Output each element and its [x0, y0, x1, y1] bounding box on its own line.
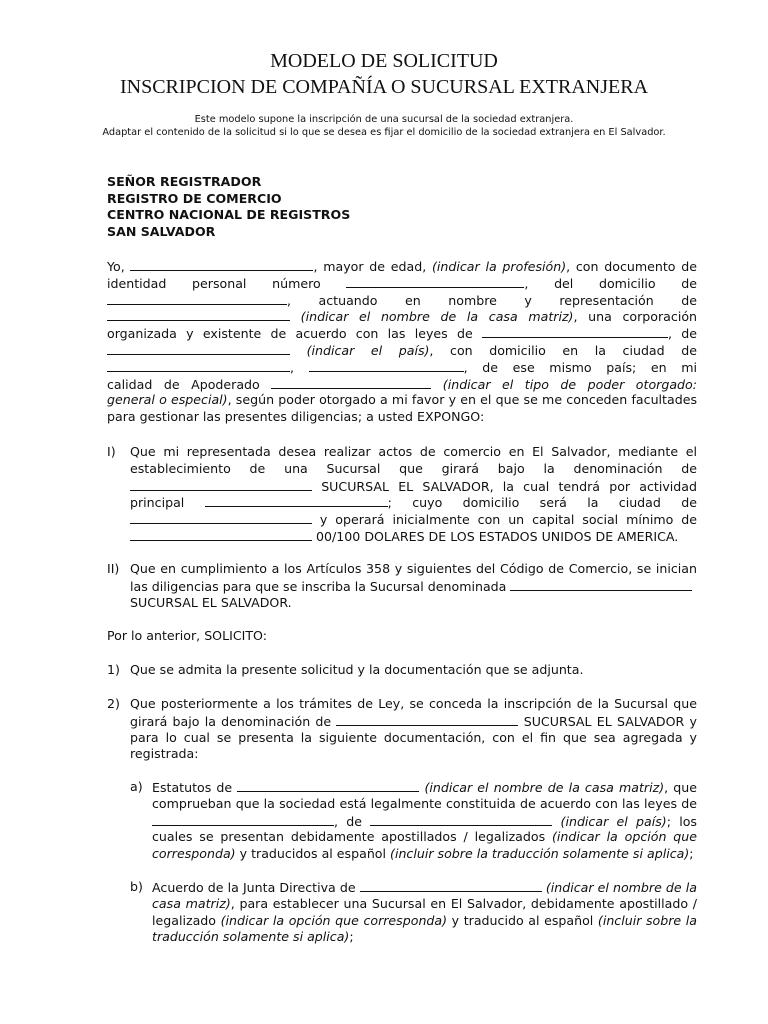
blank-field[interactable]: [370, 813, 552, 826]
list-marker: II): [107, 561, 120, 576]
addressee-line: SAN SALVADOR: [107, 223, 216, 239]
text-line: y operará inicialmente con un capital social mínimo de: [130, 511, 697, 528]
blank-field[interactable]: [152, 813, 334, 826]
expongo-item-2: [130, 561, 697, 611]
text-line: traducción solamente si aplica);: [152, 929, 354, 945]
blank-field[interactable]: [130, 528, 312, 541]
blank-field[interactable]: [271, 376, 431, 389]
text-line: Que se admita la presente solicitud y la documentación que se adjunta.: [130, 662, 584, 677]
text-line: Que mi representada desea realizar actos de comercio en El Salvador, mediante el: [130, 444, 697, 459]
blank-field[interactable]: [205, 494, 388, 507]
text-line: , de (indicar el país); los: [152, 813, 697, 830]
text-line: Acuerdo de la Junta Directiva de (indicar el nombre de la: [152, 880, 697, 895]
blank-field[interactable]: [130, 478, 312, 491]
text-line: identidad personal número , del domicilio de: [107, 275, 697, 291]
document-item-a: [152, 779, 697, 863]
addressee-line: SEÑOR REGISTRADOR: [107, 174, 262, 189]
text-line: , actuando en nombre y representación de: [107, 292, 697, 309]
text-line: Que posteriormente a los trámites de Ley, se conceda la inscripción de la Sucursal que: [130, 696, 697, 711]
text-line: (indicar el país), con domicilio en la ciudad de: [107, 342, 697, 359]
instruction-note: Este modelo supone la inscripción de una sucursal de la sociedad extranjera.: [194, 114, 574, 125]
solicito-item-2: [130, 696, 697, 763]
text-line: general o especial), según poder otorgado a mi favor y en el que se me conceden facultades: [107, 392, 697, 408]
text-line: corresponda) y traducidos al español (incluir sobre la traducción solamente si aplica);: [152, 846, 694, 862]
text-line: 00/100 DOLARES DE LOS ESTADOS UNIDOS DE AMERICA.: [130, 528, 697, 545]
expongo-item-1: [130, 444, 697, 545]
text-line: principal ; cuyo domicilio será la ciudad de: [130, 495, 697, 511]
text-line: girará bajo la denominación de SUCURSAL EL SALVADOR y: [130, 713, 697, 729]
document-title: MODELO DE SOLICITUD: [270, 50, 498, 72]
blank-field[interactable]: [360, 879, 542, 892]
text-line: (indicar el nombre de la casa matriz), una corporación: [107, 308, 697, 325]
addressee-block: [107, 174, 350, 240]
text-line: Que en cumplimiento a los Artículos 358 y siguientes del Código de Comercio, se inician: [130, 561, 697, 576]
blank-field[interactable]: [237, 779, 419, 792]
blank-field[interactable]: [309, 359, 464, 372]
blank-field[interactable]: [346, 275, 524, 288]
intro-paragraph: [107, 258, 697, 426]
text-line: las diligencias para que se inscriba la Sucursal denominada: [130, 578, 697, 595]
document-item-b: [152, 879, 697, 946]
text-line: registrada:: [130, 746, 199, 762]
blank-field[interactable]: [130, 511, 312, 524]
text-line: Estatutos de (indicar el nombre de la casa matriz), que: [152, 780, 697, 795]
text-line: SUCURSAL EL SALVADOR, la cual tendrá por actividad: [130, 478, 697, 495]
document-subtitle: INSCRIPCION DE COMPAÑÍA O SUCURSAL EXTRANJERA: [119, 76, 649, 98]
text-line: calidad de Apoderado (indicar el tipo de poder otorgado:: [107, 376, 697, 392]
blank-field[interactable]: [107, 292, 287, 305]
blank-field[interactable]: [130, 258, 313, 271]
list-marker: a): [130, 779, 143, 794]
solicito-item-1: [130, 662, 697, 679]
blank-field[interactable]: [482, 325, 668, 338]
blank-field[interactable]: [107, 308, 290, 321]
blank-field[interactable]: [107, 342, 290, 355]
text-line: , , de ese mismo país; en mi: [107, 359, 697, 376]
addressee-line: CENTRO NACIONAL DE REGISTROS: [107, 207, 351, 222]
text-line: SUCURSAL EL SALVADOR.: [130, 594, 292, 610]
list-marker: 1): [107, 662, 120, 677]
text-line: legalizado (indicar la opción que corresponda) y traducido al español (incluir sobre la: [152, 912, 697, 928]
blank-field[interactable]: [510, 578, 692, 591]
text-line: comprueban que la sociedad está legalmente constituida de acuerdo con las leyes de: [152, 795, 697, 811]
blank-field[interactable]: [107, 359, 290, 372]
list-marker: I): [107, 444, 116, 459]
text-line: Yo, , mayor de edad, (indicar la profesión), con documento de: [107, 259, 697, 274]
solicito-heading: Por lo anterior, SOLICITO:: [107, 628, 267, 643]
addressee-line: REGISTRO DE COMERCIO: [107, 190, 282, 206]
text-line: para lo cual se presenta la siguiente documentación, con el fin que sea agregada y: [130, 729, 697, 745]
list-marker: b): [130, 879, 143, 894]
text-line: organizada y existente de acuerdo con las leyes de , de: [107, 326, 697, 342]
list-marker: 2): [107, 696, 120, 711]
blank-field[interactable]: [336, 713, 518, 726]
text-line: casa matriz), para establecer una Sucursal en El Salvador, debidamente apostillado /: [152, 895, 697, 911]
text-line: establecimiento de una Sucursal que girará bajo la denominación de: [130, 460, 697, 476]
text-line: cuales se presentan debidamente apostillados / legalizados (indicar la opción que: [152, 829, 697, 845]
text-line: para gestionar las presentes diligencias; a usted EXPONGO:: [107, 409, 485, 425]
instruction-note: Adaptar el contenido de la solicitud si lo que se desea es fijar el domicilio de la sociedad extranjera en El Salvador.: [102, 127, 666, 138]
